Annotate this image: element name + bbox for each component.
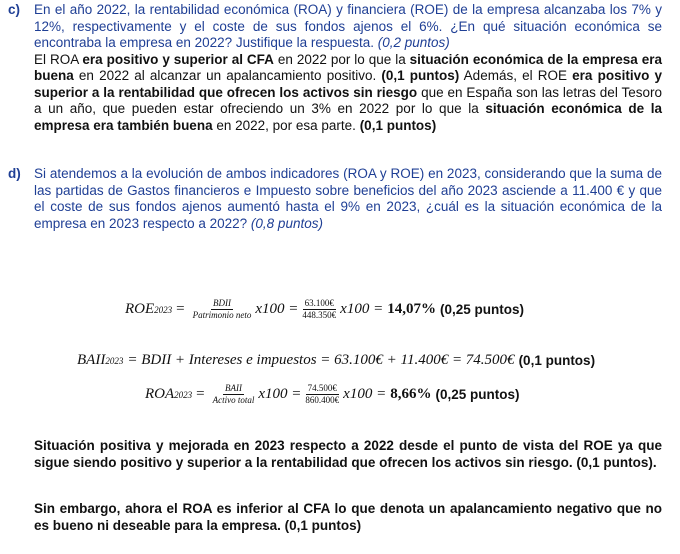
- roe-times: x100 =: [255, 301, 299, 317]
- answer-c-2a: Además, el ROE: [459, 68, 573, 83]
- section-c-label: c): [8, 2, 21, 17]
- roe-fraction-2: [300, 298, 338, 321]
- answer-c-1d: situación económica de la empresa era buena: [34, 51, 662, 83]
- roe-fraction-1: [191, 298, 254, 321]
- section-c-points: (0,2 puntos): [377, 35, 450, 50]
- roe-sub: 2023: [154, 304, 173, 315]
- section-c-question: En el año 2022, la rentabilidad económica (ROA) y financiera (ROE) de la empresa alcanzaba los 7% y 12%, respectivamente y el coste de sus fondos ajenos el 6%. ¿En qué situación económica se encontraba la empresa en 2022? Justifique la respuesta.: [34, 2, 662, 50]
- answer-c-2d: situación económica de la empresa era también buena: [34, 101, 662, 133]
- answer-c-1b: era positivo y superior al CFA: [82, 51, 274, 67]
- roe-points: (0,25 puntos): [439, 302, 524, 317]
- roa-result: 8,66%: [390, 386, 432, 402]
- conclusion-2: Sin embargo, ahora el ROA es inferior al CFA lo que denota un apalancamiento negativo que no es bueno ni deseable para la empresa. (0,1 puntos): [34, 501, 662, 533]
- roa-sub: 2023: [174, 389, 193, 400]
- roe-f2-num: 63.100€: [304, 298, 334, 308]
- roa-times-2: x100 =: [343, 386, 387, 402]
- roa-formula: ROA 2023 = $\frac{\text{BAII}}{\text{Activo total}}$ x100 = $\frac{74.500€}{860.400€}$ x100 = 8,66% (0,25 puntos): [145, 383, 520, 405]
- baii-lhs: BAII: [77, 352, 106, 368]
- section-d-question: Si atendemos a la evolución de ambos indicadores (ROA y ROE) en 2023, considerando que la suma de las partidas de Gastos financieros e Impuesto sobre beneficios del año 2023 asciende a 11.400 € y que el coste de sus fondos ajenos aumentó hasta el 9% en 2023, ¿cuál es la situación económica de la empresa en 2023 respecto a 2022?: [34, 166, 662, 231]
- roe-f1-num: BDII: [213, 298, 232, 308]
- roa-lhs: ROA: [145, 386, 175, 402]
- answer-c-2-points: (0,1 puntos): [355, 117, 437, 133]
- roe-times-2: x100 =: [340, 301, 384, 317]
- section-d-label: d): [8, 166, 21, 181]
- roa-f1-num: BAII: [225, 383, 243, 393]
- roa-fraction-2: [303, 383, 341, 406]
- roe-lhs: ROE: [125, 301, 155, 317]
- roa-f2-num: 74.500€: [307, 383, 337, 393]
- roa-times: x100 =: [258, 386, 302, 402]
- roa-fraction-1: [211, 383, 257, 406]
- roe-f1-den: Patrimonio neto: [192, 310, 252, 320]
- answer-c-2c: que en España son las letras del Tesoro a un año, que pueden estar ofreciendo un 3% en 2022 por lo que la: [34, 84, 662, 116]
- section-d-text: [34, 166, 662, 232]
- roe-formula: ROE 2023 = $\frac{\text{BDII}}{\text{Patrimonio neto}}$ x100 = $\frac{63.100€}{448.350€}$ x100 = 14,07% (0,25 puntos): [125, 298, 524, 320]
- baii-sub: 2023: [105, 355, 124, 366]
- roe-result: 14,07%: [387, 301, 436, 317]
- answer-c-1a: El ROA: [34, 51, 83, 67]
- section-d-points: (0,8 puntos): [250, 215, 323, 231]
- answer-c-1c: en 2022 por lo que la: [273, 51, 410, 67]
- baii-expr: = BDII + Intereses e impuestos = 63.100€ + 11.400€ = 74.500€: [127, 352, 515, 368]
- baii-points: (0,1 puntos): [518, 353, 596, 368]
- roa-f2-den: 860.400€: [305, 395, 340, 405]
- answer-c-2b: era positivo y superior a la rentabilidad que ofrecen los activos sin riesgo: [34, 68, 662, 100]
- conclusion-1: Situación positiva y mejorada en 2023 respecto a 2022 desde el punto de vista del ROE ya que sigue siendo positivo y superior a la rentabilidad que ofrecen los activos sin riesgo. (0,1 puntos).: [34, 438, 662, 470]
- answer-c-1e: en 2022 al alcanzar un apalancamiento positivo.: [73, 68, 377, 83]
- baii-formula: [77, 352, 595, 369]
- roe-f2-den: 448.350€: [302, 310, 337, 320]
- answer-c-2e: en 2022, por esa parte.: [212, 117, 356, 133]
- roa-points: (0,25 puntos): [435, 387, 520, 402]
- roa-f1-den: Activo total: [212, 395, 255, 405]
- section-c-text: [34, 2, 662, 134]
- answer-c-1-points: (0,1 puntos): [376, 68, 460, 83]
